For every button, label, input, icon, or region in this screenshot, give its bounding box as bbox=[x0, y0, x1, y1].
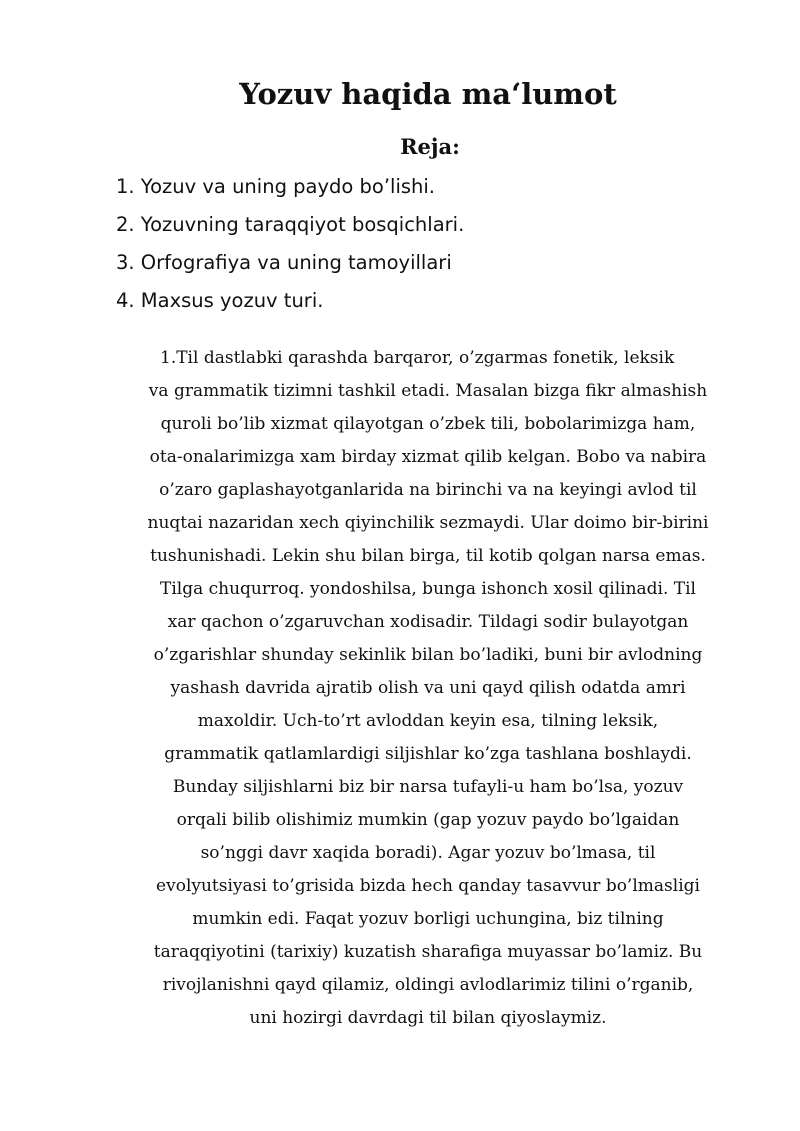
plan-item: 1. Yozuv va uning paydo bo’lishi. bbox=[116, 175, 435, 198]
paragraph-line: uni hozirgi davrdagi til bilan qiyoslaymiz. bbox=[249, 1008, 607, 1028]
plan-item: 4. Maxsus yozuv turi. bbox=[116, 289, 324, 312]
paragraph-line: evolyutsiyasi to’grisida bizda hech qanday tasavvur bo’lmasligi bbox=[156, 876, 700, 896]
paragraph-line: maxoldir. Uch-to’rt avloddan keyin esa, tilning leksik, bbox=[197, 711, 659, 731]
body-paragraph bbox=[108, 342, 748, 1035]
paragraph-line: 1.Til dastlabki qarashda barqaror, o’zgarmas fonetik, leksik bbox=[160, 348, 675, 368]
paragraph-line: yashash davrida ajratib olish va uni qayd qilish odatda amri bbox=[170, 678, 686, 698]
paragraph-line: orqali bilib olishimiz mumkin (gap yozuv paydo bo’lgaidan bbox=[176, 810, 680, 830]
paragraph-line: mumkin edi. Faqat yozuv borligi uchungina, biz tilning bbox=[192, 909, 664, 929]
paragraph-line: nuqtai nazaridan xech qiyinchilik sezmaydi. Ular doimo bir-birini bbox=[147, 513, 709, 533]
paragraph-line: Bunday siljishlarni biz bir narsa tufayli-u ham bo’lsa, yozuv bbox=[172, 777, 684, 797]
paragraph-line: quroli bo’lib xizmat qilayotgan o’zbek tili, bobolarimizga ham, bbox=[160, 414, 696, 434]
paragraph-line: so’nggi davr xaqida boradi). Agar yozuv bo’lmasa, til bbox=[200, 843, 656, 863]
paragraph-line: grammatik qatlamlardigi siljishlar ko’zga tashlana boshlaydi. bbox=[164, 744, 692, 764]
paragraph-line: xar qachon o’zgaruvchan xodisadir. Tildagi sodir bulayotgan bbox=[167, 612, 689, 632]
paragraph-line: rivojlanishni qayd qilamiz, oldingi avlodlarimiz tilini o’rganib, bbox=[162, 975, 694, 995]
paragraph-line: o’zgarishlar shunday sekinlik bilan bo’ladiki, buni bir avlodning bbox=[153, 645, 703, 665]
paragraph-line: va grammatik tizimni tashkil etadi. Masalan bizga fikr almashish bbox=[148, 381, 708, 401]
paragraph-line: tushunishadi. Lekin shu bilan birga, til kotib qolgan narsa emas. bbox=[150, 546, 706, 566]
plan-item: 3. Orfografiya va uning tamoyillari bbox=[116, 251, 452, 274]
paragraph-line: Tilga chuqurroq. yondoshilsa, bunga ishonch xosil qilinadi. Til bbox=[160, 579, 696, 599]
plan-item: 2. Yozuvning taraqqiyot bosqichlari. bbox=[116, 213, 465, 236]
paragraph-line: o’zaro gaplashayotganlarida na birinchi va na keyingi avlod til bbox=[159, 480, 697, 500]
paragraph-line: ota-onalarimizga xam birday xizmat qilib kelgan. Bobo va nabira bbox=[149, 447, 707, 467]
document-title: Yozuv haqida maʻlumot bbox=[239, 77, 617, 111]
plan-heading: Reja: bbox=[400, 134, 460, 159]
plan-list bbox=[116, 170, 464, 322]
paragraph-line: taraqqiyotini (tarixiy) kuzatish sharafiga muyassar bo’lamiz. Bu bbox=[153, 942, 703, 962]
